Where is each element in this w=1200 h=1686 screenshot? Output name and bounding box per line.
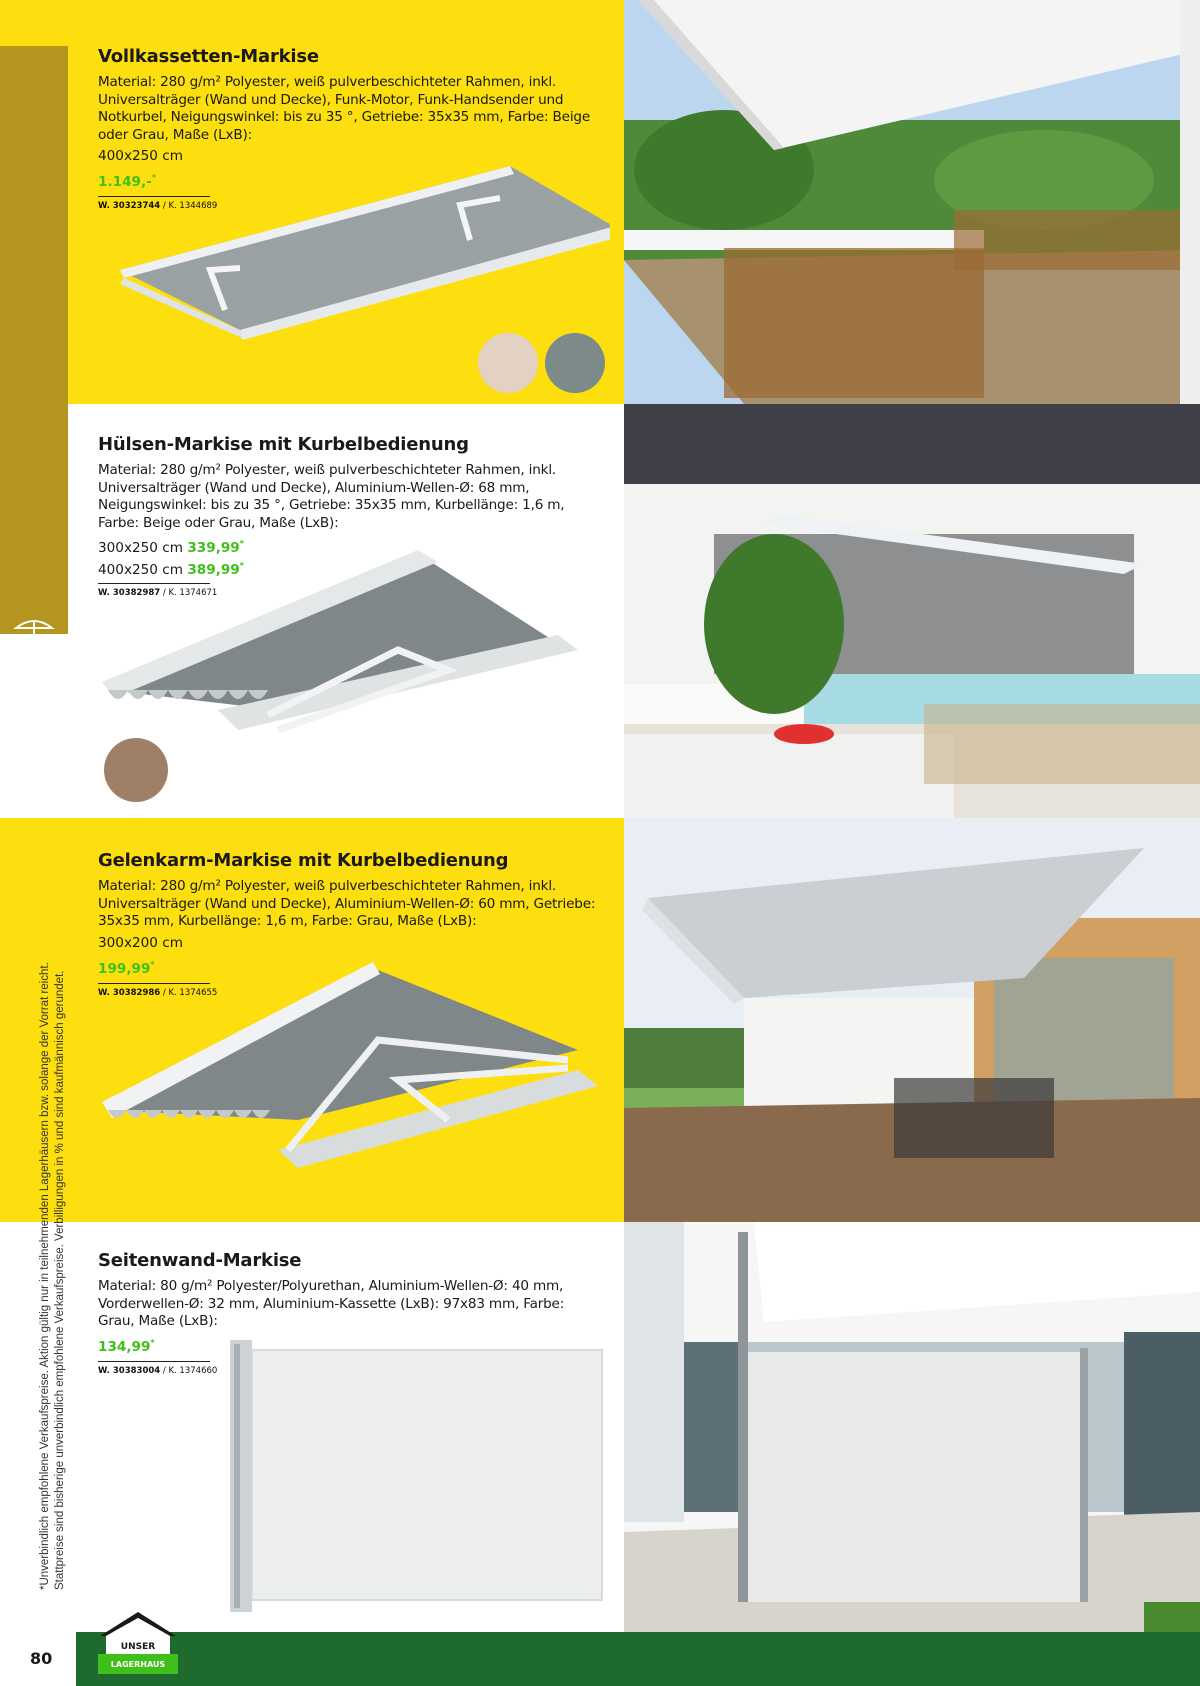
svg-text:LAGERHAUS: LAGERHAUS [110, 1660, 166, 1669]
huelsen-markise-image [98, 540, 598, 750]
page-number: 80 [0, 1632, 76, 1686]
product-description: Material: 280 g/m² Polyester, weiß pulverbeschichteter Rahmen, inkl. Universalträger (Wand und Decke), Aluminium-Wellen-Ø: 60 mm, Getriebe: 35x35 mm, Kurbellänge: 1,6 m, Farbe: Grau, Maße (LxB): [98, 878, 596, 930]
color-swatch-brown [104, 738, 168, 802]
product-description: Material: 280 g/m² Polyester, weiß pulverbeschichteter Rahmen, inkl. Universalträger (Wand und Decke), Funk-Motor, Funk-Handsender und Notkurbel, Neigungswinkel: bis zu 35 °, Getriebe: 35x35 mm, Farbe: Beige oder Grau, Maße (LxB): [98, 74, 591, 143]
product-title: Seitenwand-Markise [98, 1250, 302, 1271]
vollkassetten-markise-image [110, 160, 610, 340]
category-side-tab [0, 46, 68, 634]
price-disclaimer: *Unverbindlich empfohlene Verkaufspreise. Aktion gültig nur in teilnehmenden Lagerhäusern bzw. solange der Vorrat reicht. Stattpreise sind bisherige unverbindlich empfohlene Verkaufspreise. Verbilligungen in % und sind kaufmännisch gerundet. [39, 962, 66, 1590]
lagerhaus-logo [98, 1610, 178, 1676]
color-swatch-beige [478, 333, 538, 393]
product-title: Gelenkarm-Markise mit Kurbelbedienung [98, 850, 509, 871]
photo-patio-awning [624, 818, 1200, 1222]
article-number: W. 30383004 / K. 1374660 [98, 1361, 210, 1377]
product-price: 339,99* [187, 539, 244, 557]
article-number: W. 30323744 / K. 1344689 [98, 196, 210, 212]
seitenwand-markise-image [226, 1338, 606, 1614]
product-price: 389,99* [187, 561, 244, 579]
product-size: 400x250 cm [98, 148, 183, 165]
sunshade-icon [10, 612, 58, 660]
product-size: 300x200 cm [98, 934, 183, 951]
photo-side-awning [624, 1222, 1200, 1632]
article-number: W. 30382986 / K. 1374655 [98, 983, 210, 999]
color-swatch-grey [545, 333, 605, 393]
product-title: Hülsen-Markise mit Kurbelbedienung [98, 434, 469, 455]
article-number: W. 30382987 / K. 1374671 [98, 583, 210, 599]
svg-text:UNSER: UNSER [120, 1642, 156, 1652]
product-price: 134,99* [98, 1337, 155, 1355]
product-title: Vollkassetten-Markise [98, 46, 319, 67]
product-description: Material: 80 g/m² Polyester/Polyurethan, Aluminium-Wellen-Ø: 40 mm, Vorderwellen-Ø: 32 mm, Aluminium-Kassette (LxB): 97x83 mm, Farbe: Grau, Maße (LxB): [98, 1278, 565, 1330]
product-description: Material: 280 g/m² Polyester, weiß pulverbeschichteter Rahmen, inkl. Universalträger (Wand und Decke), Aluminium-Wellen-Ø: 68 mm, Neigungswinkel: bis zu 35 °, Getriebe: 35x35 mm, Kurbellänge: 1,6 m, Farbe: Beige oder Grau, Maße (LxB): [98, 462, 565, 531]
product-huelsen: Hülsen-Markise mit Kurbelbedienung Material: 280 g/m² Polyester, weiß pulverbeschichteter Rahmen, inkl. Universalträger (Wand und Decke), Aluminium-Wellen-Ø: 68 mm, Neigungswinkel: bis zu 35 °, Getriebe: 35x35 mm, Kurbellänge: 1,6 m, Farbe: Beige oder Grau, Maße (LxB): 300x250 cm 339,99* 400x250 cm 389,99* W. 30382987 / K. 1374671 [98, 434, 598, 600]
photo-terrace-deck [624, 0, 1200, 404]
product-price: 1.149,-* [98, 173, 156, 191]
product-price: 199,99* [98, 959, 155, 977]
footer-bar [0, 1632, 1200, 1686]
gelenkarm-markise-image [98, 960, 623, 1180]
photo-house-pool [624, 404, 1200, 818]
